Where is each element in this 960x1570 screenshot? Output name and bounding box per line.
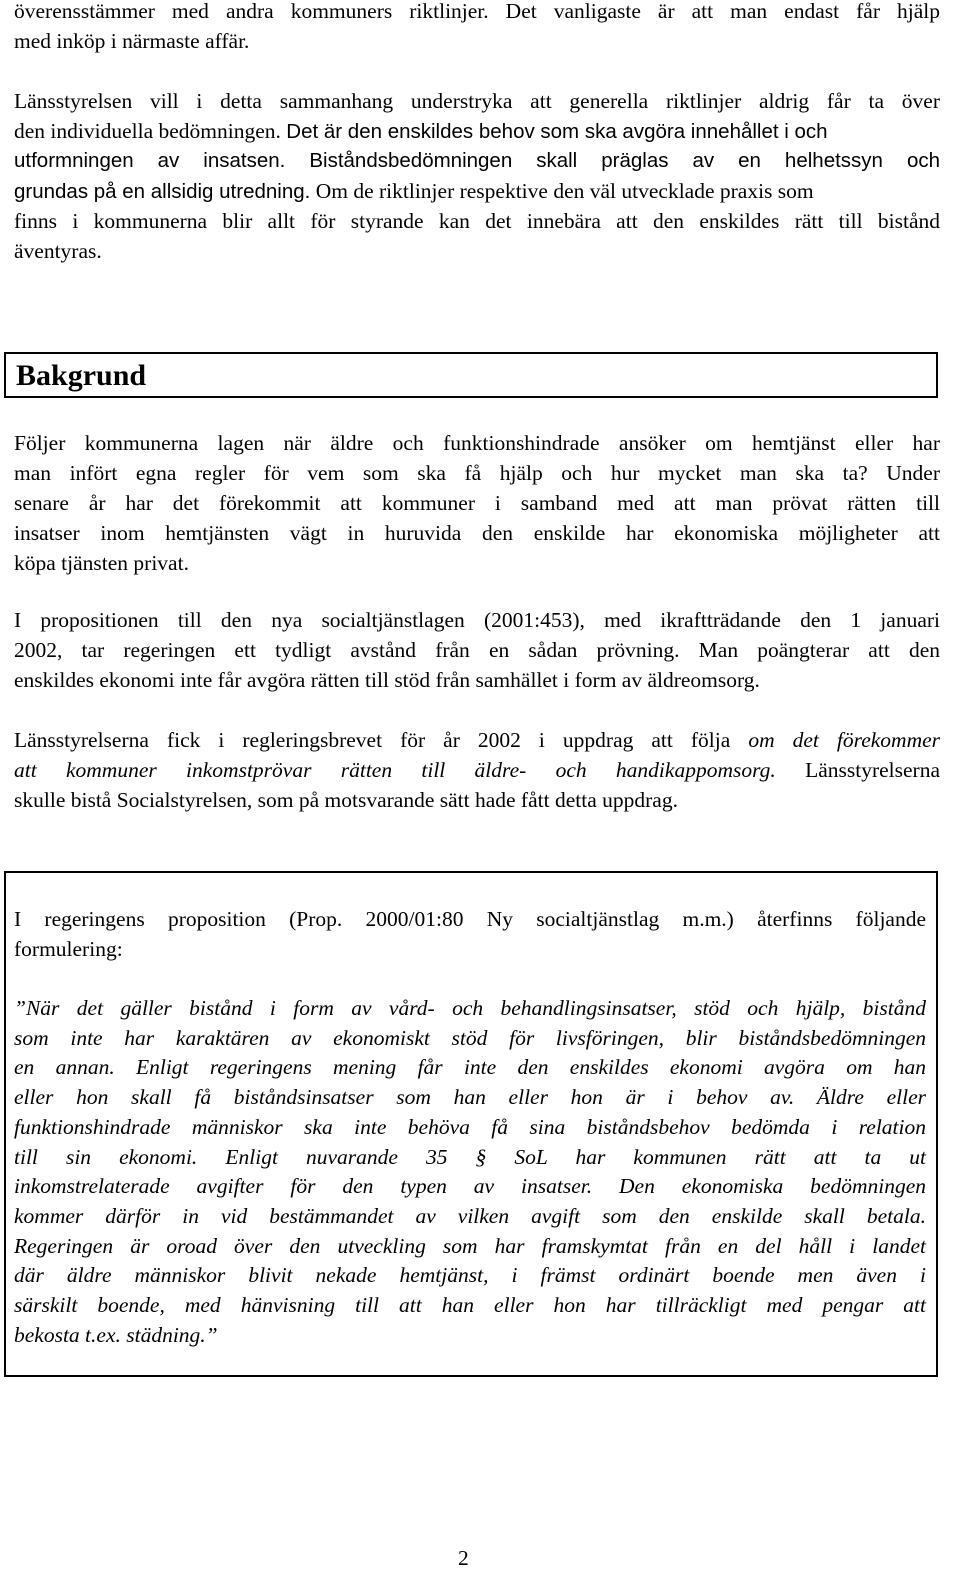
- paragraph-text: grundas på en allsidig utredning.: [14, 180, 311, 203]
- page-number: 2: [458, 1546, 469, 1570]
- paragraph-text: Länsstyrelserna fick i regleringsbrevet för år 2002 i uppdrag att följa: [14, 728, 749, 752]
- paragraph-line: köpa tjänsten privat.: [14, 551, 189, 575]
- paragraph-line: [14, 755, 940, 785]
- paragraph-line: senare år har det förekommit att kommuner i samband med att man prövat rätten till: [14, 491, 940, 515]
- paragraph-line: [14, 176, 814, 206]
- quote-line: där äldre människor blivit nekade hemtjänst, i främst ordinärt boende men även i: [14, 1263, 926, 1288]
- paragraph-line: Länsstyrelsen vill i detta sammanhang understryka att generella riktlinjer aldrig får ta över: [14, 89, 940, 113]
- paragraph-text: Om de riktlinjer respektive den väl utvecklade praxis som: [315, 179, 814, 203]
- intro-line: överensstämmer med andra kommuners riktlinjer. Det vanligaste är att man endast får hjälp: [14, 0, 940, 23]
- paragraph-line: [14, 725, 940, 755]
- quote-line: en annan. Enligt regeringens mening får inte den enskildes ekonomi avgöra om han: [14, 1055, 926, 1080]
- paragraph-line: I propositionen till den nya socialtjänstlagen (2001:453), med ikraftträdande den 1 januari: [14, 608, 940, 632]
- paragraph-line: finns i kommunerna blir allt för styrande kan det innebära att den enskildes rätt till bistånd: [14, 209, 940, 233]
- paragraph-line: 2002, tar regeringen ett tydligt avstånd från en sådan prövning. Man poängterar att den: [14, 638, 940, 662]
- section-heading-box: [4, 352, 938, 398]
- quote-line: funktionshindrade människor ska inte behöva få sina biståndsbehov bedömda i relation: [14, 1114, 926, 1139]
- paragraph-line: skulle bistå Socialstyrelsen, som på motsvarande sätt hade fått detta uppdrag.: [14, 788, 678, 812]
- quote-line: Regeringen är oroad över den utveckling som har framskymtat från en del håll i landet: [14, 1233, 926, 1258]
- quote-line: till sin ekonomi. Enligt nuvarande 35 § SoL har kommunen rätt att ta ut: [14, 1144, 926, 1169]
- quote-line: kommer därför in vid bestämmandet av vilken avgift som den enskilde skall betala.: [14, 1203, 926, 1228]
- paragraph-text: Länsstyrelserna: [775, 758, 940, 782]
- intro-line: med inköp i närmaste affär.: [14, 29, 250, 53]
- paragraph-line: utformningen av insatsen. Biståndsbedömningen skall präglas av en helhetssyn och: [14, 149, 940, 172]
- paragraph-line: Följer kommunerna lagen när äldre och funktionshindrade ansöker om hemtjänst eller har: [14, 431, 940, 455]
- quote-line: särskilt boende, med hänvisning till att han eller hon har tillräckligt med pengar att: [14, 1293, 926, 1317]
- section-heading: Bakgrund: [16, 359, 147, 392]
- paragraph-text: Det är den enskildes behov som ska avgöra innehållet i och: [286, 120, 828, 143]
- paragraph-italic-text: om det förekommer: [748, 728, 941, 752]
- paragraph-line: man infört egna regler för vem som ska få hjälp och hur mycket man ska ta? Under: [14, 461, 940, 485]
- quote-line: ”När det gäller bistånd i form av vård- och behandlingsinsatser, stöd och hjälp, bistånd: [14, 996, 926, 1020]
- quote-line: som inte har karaktären av ekonomiskt stöd för livsföringen, blir biståndsbedömningen: [14, 1025, 926, 1050]
- paragraph-italic-text: att kommuner inkomstprövar rätten till äldre- och handikappomsorg.: [14, 758, 776, 782]
- paragraph-text: den individuella bedömningen.: [14, 119, 281, 143]
- quote-intro-line: I regeringens proposition (Prop. 2000/01:80 Ny socialtjänstlag m.m.) återfinns följande: [14, 907, 926, 931]
- paragraph-line: enskildes ekonomi inte får avgöra rätten till stöd från samhället i form av äldreomsorg.: [14, 668, 760, 692]
- quote-line: eller hon skall få biståndsinsatser som han eller hon är i behov av. Äldre eller: [14, 1085, 926, 1110]
- quote-intro-line: formulering:: [14, 937, 123, 961]
- paragraph-line: äventyras.: [14, 239, 102, 263]
- paragraph-line: insatser inom hemtjänsten vägt in huruvida den enskilde har ekonomiska möjligheter att: [14, 521, 940, 545]
- paragraph-line: [14, 116, 828, 146]
- quote-line: inkomstrelaterade avgifter för den typen av insatser. Den ekonomiska bedömningen: [14, 1174, 926, 1199]
- quote-line: bekosta t.ex. städning.”: [14, 1322, 218, 1347]
